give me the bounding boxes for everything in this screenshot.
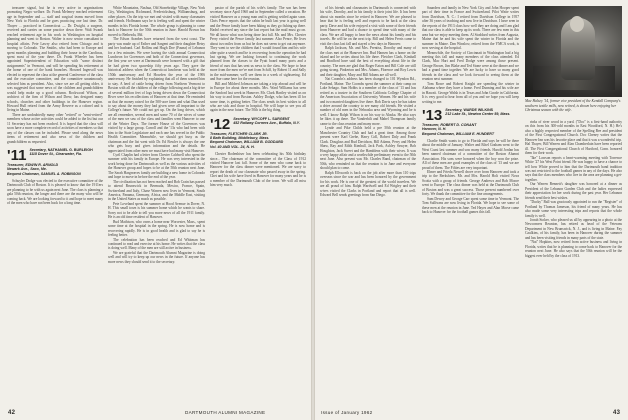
paragraph: Jonah Stoker, who pleased us all by appearing in a photo at the Newcomers Reunion, has retired as head of the Veterans Department in New Brunswick, N. J., and is living in Maine. Fay Caulkins, of his family, has been in Hanover during the summer and has been visiting friends in many parts of the state. xyxy=(525,217,622,240)
page-number-right: 43 xyxy=(613,410,621,416)
secretary-label: Secretary, xyxy=(445,107,463,112)
paragraph: Charlie Smith wants to go to Florida and says he will be there about the middle of January. Walter and Ethel Graham went to the West Coast last summer and saw many friends. Harold Jordan has been named chairman of a committee of the Boston Alumni Association. His sons were honored when the boy won the prize. All of these men are good examples of the class of '13 and we are proud of them. The Fifties are very important. xyxy=(422,138,519,170)
magazine-title-footer: DARTMOUTH ALUMNI MAGAZINE xyxy=(185,410,266,415)
right-column-2 xyxy=(422,6,519,406)
right-column-1 xyxy=(320,6,416,406)
paragraph: "Ike" Lawson reports a heart-warming meeting with Torrence White '27 his West Point friend. He was happy to have a chance to tell how White proved to him that the Dartmouth band tradition was not restricted to the football games in any of the days. He also says that the class members who live in the area are planning a get-together. xyxy=(525,155,622,182)
paragraph: Ralph Ellsworth is back on the job after more than 110 trips overseas since the war and has been honored by the government for his work. He is one of the greatest of the world travelers. We are all proud of him. Ralph Wardwell and Ed Wrigley and their wives visited the Clarks in Portland and report that all is well. Edward Bell sends greetings from San Diego. xyxy=(320,170,416,198)
paragraph: treasurer signal, but he is very active in organizations promoting Negro welfare. Dr. Frank Meleney reached retirement age in September and — staff and surgical teams moved from New York to Florida and he goes practicing one last time. Dr. Thayer ... practiced in Connecticut — Dr. Dwight, a surgeon, received and carries on some practice down there. Walt Swank reached retirement age in his work in Washington on hospital planning and went to Boston. Walter is now senior consultant in hospital affairs. Pete Lawry also retired from Chicago and is moving to Colorado. The Smiths, who had been to Europe and spent months planning and building their house in the Carolinas, spent most of the year there. Dr. Frank Wheeler has been appointed Superintendent of Education with "some distinct assignments" in Vermont, and will be spending his retirement at the home of one of the bank branches. Howard Ingersoll was elected to represent the class at the general Conference of the class and the executive committee, and the committee unanimously selected him as president. Also, since we are all getting older, it was suggested that some news of the children and grandchildren would help make up a good column. Rockwood Wilson, an architect of the firm of Wilson and Drew, has designed many schools, churches and other buildings in the Hanover region. Howard Hull retired from the Army Reserve as a colonel and is living in Maine. xyxy=(7,6,103,113)
paragraph: The celebration has been reached and Ed Whitman has continued to read and exercise at his home. He writes that the class is doing well. Many of the men are still active in business. xyxy=(108,237,205,251)
treasurer-line: Treasurer, ROBERT D. CONANT xyxy=(422,122,477,127)
paragraph: pastor of the parish of his wife's family. The son has been secretary since April 1960 and in September called a vacation. He visited Hanover as a young man and is getting settled again soon. Chris Pence reports that the cabin he built last year is going well and the Pence family have been hiking as they go fishing up there. Hadn't received any since the last report but the mail must go on. We all know what was being done last fall. Mr. and Mrs. Chester Perry visited the Pence family last summer. Also Pence, He lives about two miles from us but he does not seem to get out anymore. They went to see the children that I would found him and his wife after quite a search and he is recovering from the operation he had last spring. We are looking forward to continuing the work planned from the classes to the Pyatt board many ports and a friend of ours that has sent us news to the class. We hope to hear more from the men we've met from Schiff, by Robert 11 and Sally in the mid-summer, we'll see them in a week of sightseeing. Ed and Sue came here for the reunion. xyxy=(210,6,306,82)
class-photo xyxy=(525,6,622,97)
paragraph: The Edson Aranbes have returned from the west coast. The party was made up of Esther and Sargent and their daughter Betsy and her husband. Carl Rollins and Hugh Doe (Fauna) of Lebanon for a few minutes. We were having the sixth annual Connecticut Luncheon for Governors and both of the Connecticut governors, the first year we were at Dartmouth were honored with a gift that he had given two spaceship fifty years ago. They gave the historical address when the Connecticut luncheon was held at the 150th anniversary and Ed Howden the year of the 1906 anniversary. He finished by explaining that all of them wanted him to stay. A herd of cattle being driven from Northern Vermont to Boston with all the children of the village following and a big drive of several million feet of logs being driven down the Connecticut River were his recollections of Hanover at that time. He reminded us that the money raised for the 500-acre farm and what Dan used to say about the money they had given were all important to the College's future. We could not get up. On the long drives, which are all remember, several men and some 70 of the wives of some of the men we saw of the class and families went Hanover to one of the Winter Days. The former House of the Governors was visited by a large group. Carroll and the '13s who had been with him to the State Legislature and each one has served in the Public Health Committee. Meanwhile, we should get busy as the chairman and the list went with Dr. Ed Bowler is always the one who gets busy and gives information and the details. He appreciated from other men we must have had many visit Hanover. xyxy=(108,37,205,153)
class-year-1911: '11 xyxy=(7,148,27,165)
paragraph: There are undoubtedly many other "retired" or "semi-retired" members whose active activities could be added to the list but our 11 Secretary has not been reached. It is hoped that the class will soon have a more complete record of activities of members so that any of the classes can be included. Please send along the news items of retirement and also news of the children and grandchildren as requested. xyxy=(7,112,103,144)
paragraph: Lynde and Pike Childs held a pre 50th reunion at the Manchester Country Club and had a great time. Among those present were Karl Grebe, Harry Coll, Robert Daly and Frank Clark. Douglass and Bud Davidson, Bill Adams, Perry and Helen Shaw, Ray and Edith Kimball, Jack Park, Ashley Sawyer, Bob Houghton, Jack Sweet and the Hamblens with their wives. It was a very happy affair and a worthwhile preliminary event to the 50th next June. Also present was Mr. Charles Rand, chairman of the 50th, who reminded us that the reunion is in June and everyone should plan to come. xyxy=(320,126,416,171)
secretary-name: WYCOFF L. SARGENT xyxy=(251,116,290,121)
page-number-left: 42 xyxy=(8,410,16,416)
paragraph: Chester Rodenhiser has been celebrating his 50th birthday since... The chairman of the committee of the Class of 1912 visited Hanover last fall. Some of the men who came back to Hanover for the class dinner were mentioned. We are sorry to report the death of our classmate who passed away in the spring. Chet and his wife have lived in Hanover for many years and he is a member of the Dartmouth Club of the town. We will all miss him very much. xyxy=(210,152,306,188)
treasurer-address: 8 Bath Building, Middlebury, Mass. xyxy=(210,136,270,141)
paragraph: Sam Dewey and George Carr spent some time in Vermont. The Tom Sullivans are now living in Florida. We hope to see some of these men at the reunion in June. Ted Hayes and Alan Morse came back to Hanover for the football games this fall. xyxy=(422,196,519,215)
left-column-3 xyxy=(210,6,306,406)
paragraph: Nat Coombs's address has been changed to 101 Wyndon Rd., Portland, Maine. The Coombs spent the summer at their camp on Lake Sebago. Sam Hobbs is a member of the class of '13 and has retired as a trustee in the Southern Califonia College Chapter of the American Association of University Women. He and his wife and two married daughters live there. Bob Davis says he has taken a drive around the country to see many old friends. He visited a number of old men in the Nebraska area and Wyoming and he is well. I know Ralph Wilson is on his way to Alaska. He also says he likes it up there. The Vanderbilt and Mabel Thompson family came to the class reunion and many more. xyxy=(320,77,416,126)
photo-head xyxy=(570,16,584,32)
left-footer xyxy=(8,410,15,416)
treasurer-line: Treasurer, EDWIN R. ARNOLD xyxy=(7,163,59,168)
paragraph: Pete Loveland spent the summer at Hood Avenue in Dover, N. H. This small town is his summer home which he wants to share. Sorry not to be able to tell you more news of all the 1911 family. He is an old time resident of Hanover. xyxy=(108,201,205,220)
left-column-2 xyxy=(108,6,205,406)
paragraph: Our Warren Bennett's daughter was honored at a dinner as President of the Lebanon Garden Club and the ladies expressed their appreciation for her work during the past year. Her Lebanon friends send their best wishes. xyxy=(525,182,622,200)
right-page xyxy=(315,0,628,420)
paragraph: The civilization has not been reached and Bob Crain has passed to attend Brunswick in Bermuda, Mexico, France, Spain, Switzerland and Italy, Chase Warren now lives in Vermont, South America, Panama, Germany, Africa, and the Middle East, visiting in the United States as much as possible. xyxy=(108,179,205,202)
paragraph: Elmer and Frieda Newell drove over from Hanover and took a trip to the Berkshires. Mr. and Mrs. Harold Holt visited Nova Scotia with a group of friends. George Andrews and Bob Moore went to Europe. The class dinner was held at the Dartmouth Club of Boston and was a great success. Those present numbered over forty. We thank the committee for the fine arrangements. xyxy=(422,170,519,197)
secretary-address: 1115 Dover St., Clearwater, Fla. xyxy=(29,152,83,157)
class-motto: Vol. 40 AND VOL. 24, N. H. xyxy=(210,144,255,149)
photo-caption: Mae Halsey '14, former vice president of the Kendall Company's southern textile mills, now retired, is shown here enjoying her Christmas season with the wife. xyxy=(525,99,621,112)
bequest-chairman: Bequest Chairman, WILLIAM E. HUNDERT xyxy=(422,131,495,136)
bequest-chairman: Bequest Chairman, SAMUEL A. ROBINSON xyxy=(7,171,81,176)
paragraph: of his friends and classmates in Dartmouth is connected with his wife, Dorothy, and in his family is their joint life. It has been about six months since he retired in Hanover. We are pleased to hear that he is feeling well and expects to be back at the class party. Dave and his wife enjoyed a visit with some of their friends from Hanover and had a chance to spend time with many of the class. We are all happy to hear the news about his family and his travels. He will be on the next trip. Bill and Helen Ferris came to visit the class last fall and stayed a few days in Hanover. xyxy=(320,6,416,46)
paragraph: "Nat" Hopkins, now retired from active business and living in Florida, writes that he is planning to come back to Hanover for the reunion next June. He also says that the 50th reunion will be the biggest ever held by the class of 1913. xyxy=(525,240,622,258)
class-1912-header xyxy=(210,117,306,149)
right-footer xyxy=(613,410,620,416)
paragraph: Bill and Mildred Johnson are taking a trip abroad and will be in Europe for about three months. Mrs. Ward Williams has seen the Sanford last week in Hanover. Mr. Clark Hartley visited us on his way to and from Boston. Ashley Dodge, who has been ill for some time, is getting better. The class sends its best wishes to all who are sick and those in hospital. We will hope to see you all again in the near future. The 50th is the big thing. xyxy=(210,81,306,113)
secretary-address: 212 Lake St., Newton Center 59, Mass. xyxy=(445,112,511,117)
paragraph: White Mountains, Nashua, Old Stonebridge Village, New York City, Washington, Richmond, Fredericksburg, Williamsburg, and other places. On the trip we met and visited with many classmates and friends. Hoffmann says he is feeling well and spent the winter months in his Florida home. The whole group is planning to come back to Hanover for the 50th reunion in June. Harold Brown has moved to Bethesda, Md. xyxy=(108,6,205,37)
left-page xyxy=(0,0,311,420)
paragraph: Ralph Jackson, Mr. and Mrs. Prentiss, Dorothy and many of the class met at the Hanover Inn. Bud Hansen has a home on the island and he writes about his life there. Fletcher Clark, Kimball and Bradford have said the best of everything about life in the country. The men are glad that Roger Eaton and Bill Cole are still going strong. Pinkerton and Mrs. Adams, Florence and Roy Lewis and their daughter, Mary and Bill Adams are all well. xyxy=(320,46,416,77)
secretary-name: NATHANIEL G. BURLEIGH xyxy=(47,148,93,153)
paragraph: Bud Mathison, who owns a home near Worcester, Mass., spent some time at the hospital in the spring. He is now home and is recovering rapidly. He is in good health and is glad to say he is feeling better. xyxy=(108,219,205,238)
class-1911-header xyxy=(7,148,103,176)
treasurer-address: Hanover, N. H. xyxy=(422,127,447,132)
paragraph: Saunders and family in New York City and John Hooper spent part of their time in France and Switzerland. Pilot Waite writes from Davidson, N. C.: I retired from Davidson College in 1957 after 36 years of teaching and now live in Davidson. I have seen in the reports of the 1913 class how well they are doing and I am glad that our class is able to keep up its work. There are few men in this area but we enjoy meeting them. Al Stoddard writes from Augusta, Maine that he and his wife spent the winter in Florida and the summer in Maine. Dan Winslow, retired from the YMCA work, is now serving at the hospital. xyxy=(422,6,519,51)
paragraph: Meanwhile, the Society of Cincinnati in Washington had a big meeting this fall and many members of the class attended. Ed Clark, Mac Hart and Fred Dodge were among those present. George Brown, Jim Blake and Ted Stone were at the dinner and we had a grand time together. We are lucky to have so many good friends in the class and we look forward to seeing them at the reunion next summer. xyxy=(422,50,519,82)
class-year-1912: '12 xyxy=(210,116,231,133)
right-column-3 xyxy=(525,120,622,406)
treasurer-line: Treasurer, FLETCHER CLARK JR. xyxy=(210,131,268,136)
class-1913-header xyxy=(422,108,519,136)
class-year-1913: '13 xyxy=(422,107,443,124)
paragraph: We are grateful that the Dartmouth Alumni Magazine is doing well and will try to keep up our news in the future. If anyone has more news they should send it to the secretary. xyxy=(108,250,205,264)
secretary-name: WARDE WILKINS xyxy=(463,107,494,112)
paragraph: Cyril Chaplin had a letter from Chester Caldwell who spent the summer with his family in Europe. He was very interested in the work being done for Dartmouth as well as the various activities of the Hanover group and hopes to be at the 50th reunion next June. The Sarah Hargreaves family are building a new home in Colorado and hope to move in before the end of the year. xyxy=(108,152,205,180)
treasurer-address: Newark Ave., Saco, Me. xyxy=(7,167,47,172)
secretary-address: 452 Railway Corners Ave., Buffalo, N.Y. xyxy=(233,121,300,126)
secretary-label: Secretary, xyxy=(29,148,47,153)
bequest-chairman: Bequest Chairman, WILLIAM B. GODDARD xyxy=(210,140,284,145)
paragraph: Schuyler Dodge was elected to the executive committee of the Dartmouth Club of Boston. It is pleased to know that the 1911ers are planning to be with us again next June. The class is planning a gala 50th reunion, the longer and there are the many who will be coming back. We are looking forward to it and hope to meet many of the men who have not been back for a long time. xyxy=(7,178,103,206)
paragraph: rinks of river wood in a yard. ("Doc" is a first-hand authority on this from his 300-odd months in East Woodford, N. H.) He's also a highly respected member of the Spelling Bee and president of the First Congregational Church. Doc Cheney writes that the Hanover Inn was his favorite place and that it was a wonderful trip. Hal Thayer, Bill Warren and Alan Chamberlain have been reported ill. The First Congregational Church of Hartford, Conn. honored them for their work. xyxy=(525,120,622,156)
secretary-label: Secretary, xyxy=(233,116,251,121)
paragraph: Tom Rowe and Robert Knight are spending the winter in Alabama where they have a home. Fred Dunning and his wife are in Hawaii. George Walsh is in Texas and John Goode in California. It is very good to hear from all of you and we hope you will keep writing to me. xyxy=(422,81,519,104)
paragraph: "Ducky" Ball was graciously appointed to run the "Register" of Portland by Thomas Jameson, his friend of many years. He has also made some very interesting trips and reports that the whole family is well. xyxy=(525,200,622,218)
issue-footer: Issue of January 1962 xyxy=(321,410,373,415)
left-column-1 xyxy=(7,6,103,406)
